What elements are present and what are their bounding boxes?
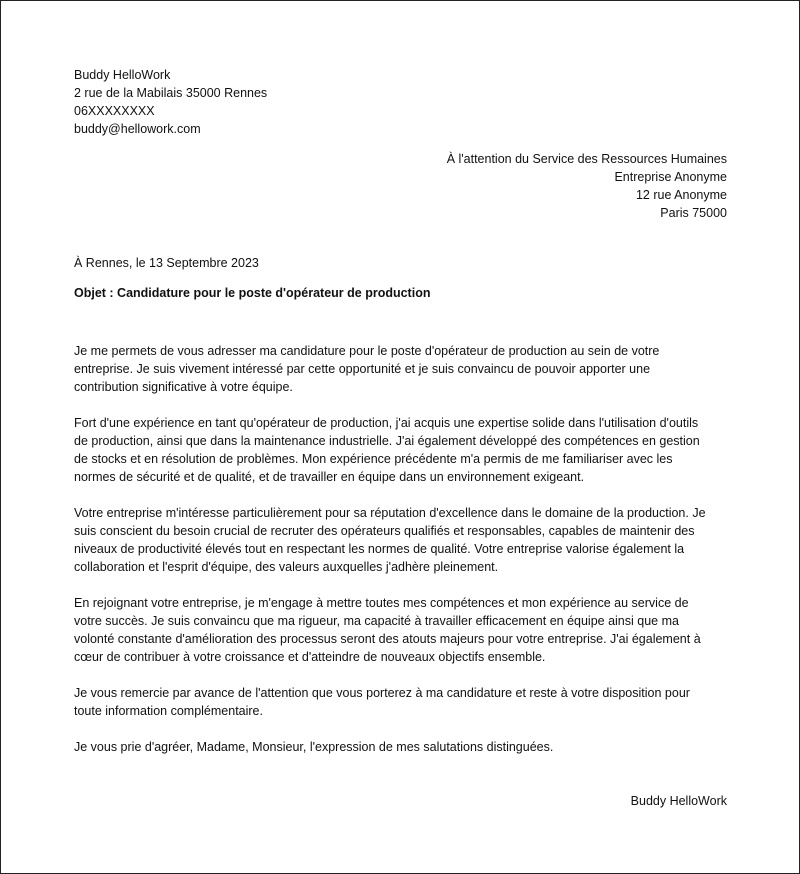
sender-email: buddy@hellowork.com <box>74 122 201 136</box>
paragraph-commitment <box>74 594 734 666</box>
paragraph-line: contribution significative à votre équipe. <box>74 380 293 394</box>
paragraph-line: En rejoignant votre entreprise, je m'engage à mettre toutes mes compétences et mon expérience au service de <box>74 596 689 610</box>
paragraph-line: collaboration et l'esprit d'équipe, des valeurs auxquelles j'adhère pleinement. <box>74 560 499 574</box>
paragraph-line: Je me permets de vous adresser ma candidature pour le poste d'opérateur de production au sein de votre <box>74 344 660 358</box>
paragraph-line: entreprise. Je suis vivement intéressé par cette opportunité et je suis convaincu de pouvoir apporter une <box>74 362 651 376</box>
recipient-attention: À l'attention du Service des Ressources Humaines <box>446 152 727 166</box>
recipient-street: 12 rue Anonyme <box>635 188 727 202</box>
paragraph-line: toute information complémentaire. <box>74 704 263 718</box>
paragraph-line: Je vous prie d'agréer, Madame, Monsieur, l'expression de mes salutations distinguées. <box>74 740 554 754</box>
paragraph-line: Fort d'une expérience en tant qu'opérateur de production, j'ai acquis une expertise solide dans l'utilisation d'outils <box>74 416 699 430</box>
paragraph-closing <box>74 738 734 756</box>
paragraph-line: niveaux de productivité élevés tout en respectant les normes de qualité. Votre entreprise valorise également la <box>74 542 685 556</box>
sender-phone: 06XXXXXXXX <box>74 104 155 118</box>
paragraph-company-interest <box>74 504 734 576</box>
paragraph-line: volonté constante d'amélioration des processus seront des atouts majeurs pour votre entreprise. J'ai également à <box>74 632 701 646</box>
sender-address: 2 rue de la Mabilais 35000 Rennes <box>74 86 268 100</box>
recipient-company: Entreprise Anonyme <box>614 170 727 184</box>
signature: Buddy HelloWork <box>630 794 727 808</box>
paragraph-line: cœur de contribuer à votre croissance et d'atteindre de nouveaux objectifs ensemble. <box>74 650 546 664</box>
paragraph-line: normes de sécurité et de qualité, et de travailler en équipe dans un environnement exigeant. <box>74 470 585 484</box>
paragraph-line: de production, ainsi que dans la maintenance industrielle. J'ai également développé des compétences en gestion <box>74 434 700 448</box>
paragraph-line: de stocks et en résolution de problèmes. Mon expérience précédente m'a permis de me familiariser avec les <box>74 452 673 466</box>
paragraph-experience <box>74 414 734 486</box>
paragraph-line: Votre entreprise m'intéresse particulièrement pour sa réputation d'excellence dans le domaine de la production. Je <box>74 506 706 520</box>
paragraph-line: votre succès. Je suis convaincu que ma rigueur, ma capacité à travailler efficacement en équipe ainsi que ma <box>74 614 679 628</box>
subject-line: Objet : Candidature pour le poste d'opérateur de production <box>74 286 431 300</box>
recipient-city: Paris 75000 <box>660 206 727 220</box>
paragraph-line: Je vous remercie par avance de l'attention que vous porterez à ma candidature et reste à votre disposition pour <box>74 686 690 700</box>
place-date: À Rennes, le 13 Septembre 2023 <box>74 256 259 270</box>
paragraph-introduction <box>74 342 734 396</box>
paragraph-line: suis conscient du besoin crucial de recruter des opérateurs qualifiés et responsables, capables de maintenir des <box>74 524 695 538</box>
paragraph-thanks <box>74 684 734 720</box>
sender-name: Buddy HelloWork <box>74 68 171 82</box>
